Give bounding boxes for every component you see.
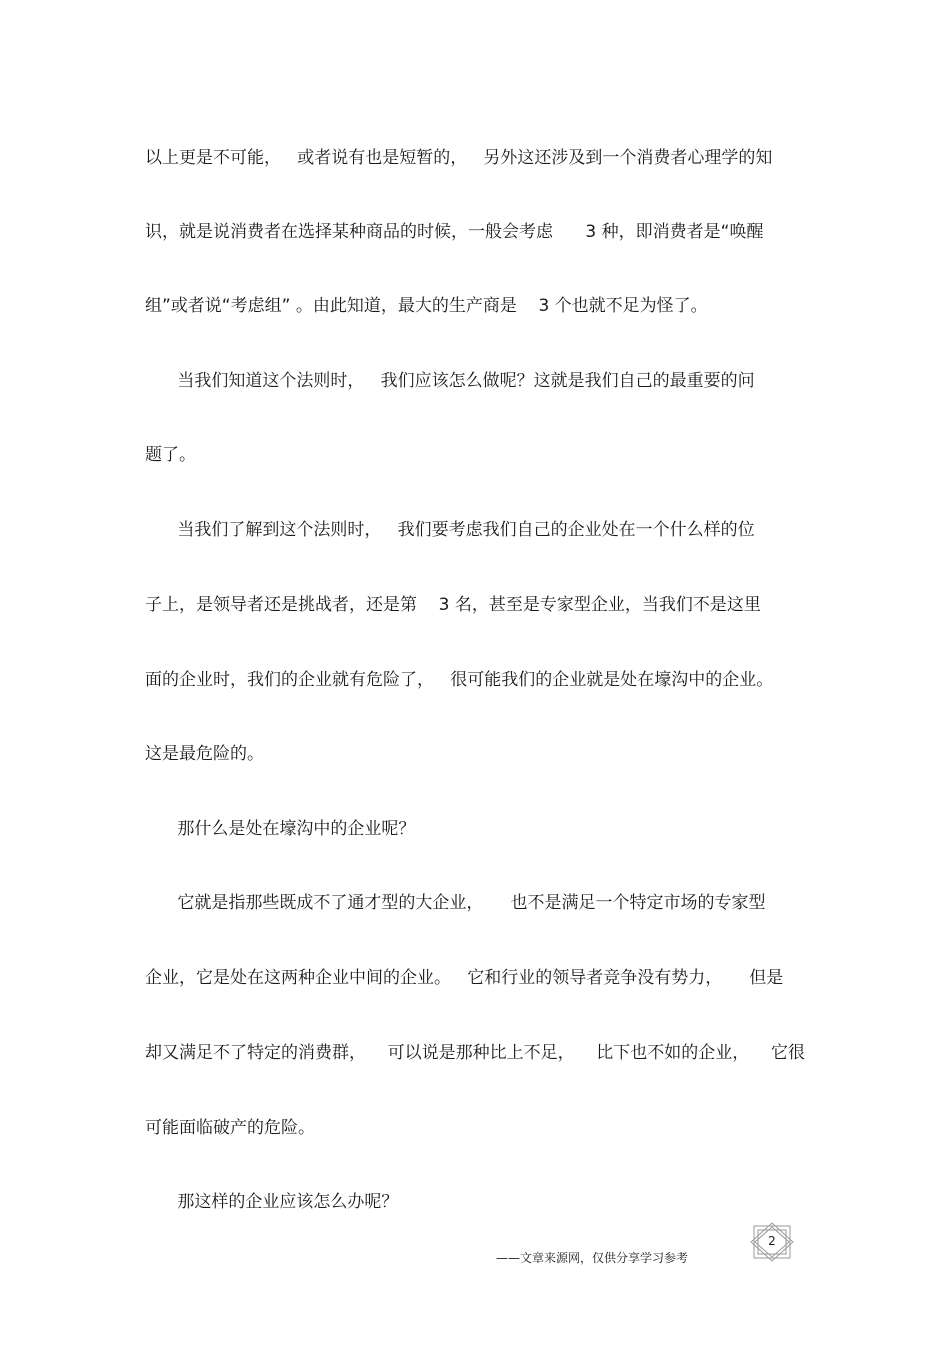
text-line: 那什么是处在壕沟中的企业呢？: [145, 819, 416, 839]
text-line: 却又满足不了特定的消费群， 可以说是那种比上不足， 比下也不如的企业， 它很: [145, 1043, 805, 1063]
text-line: 企业，它是处在这两种企业中间的企业。 它和行业的领导者竞争没有势力， 但是: [145, 968, 784, 988]
text-line: 识，就是说消费者在选择某种商品的时候，一般会考虑 3 种，即消费者是“唤醒: [145, 222, 764, 242]
footer-source-note: ——文章来源网，仅供分享学习参考: [496, 1251, 689, 1265]
text-line: 以上更是不可能， 或者说有也是短暂的， 另外这还涉及到一个消费者心理学的知: [145, 148, 773, 168]
text-line: 它就是指那些既成不了通才型的大企业， 也不是满足一个特定市场的专家型: [145, 893, 766, 913]
text-line: 题了。: [145, 445, 196, 465]
text-line: 组”或者说“考虑组” 。由此知道，最大的生产商是 3 个也就不足为怪了。: [145, 296, 708, 316]
text-line: 这是最危险的。: [145, 744, 264, 764]
text-line: 面的企业时，我们的企业就有危险了， 很可能我们的企业就是处在壕沟中的企业。: [145, 670, 774, 690]
text-line: 当我们知道这个法则时， 我们应该怎么做呢？这就是我们自己的最重要的问: [145, 371, 755, 391]
text-line: 子上，是领导者还是挑战者，还是第 3 名，甚至是专家型企业，当我们不是这里: [145, 595, 761, 615]
page-number: 2: [768, 1234, 776, 1248]
text-line: 可能面临破产的危险。: [145, 1118, 315, 1138]
text-line: 当我们了解到这个法则时， 我们要考虑我们自己的企业处在一个什么样的位: [145, 520, 755, 540]
page-number-badge: [748, 1222, 796, 1262]
text-line: 那这样的企业应该怎么办呢？: [145, 1192, 399, 1212]
